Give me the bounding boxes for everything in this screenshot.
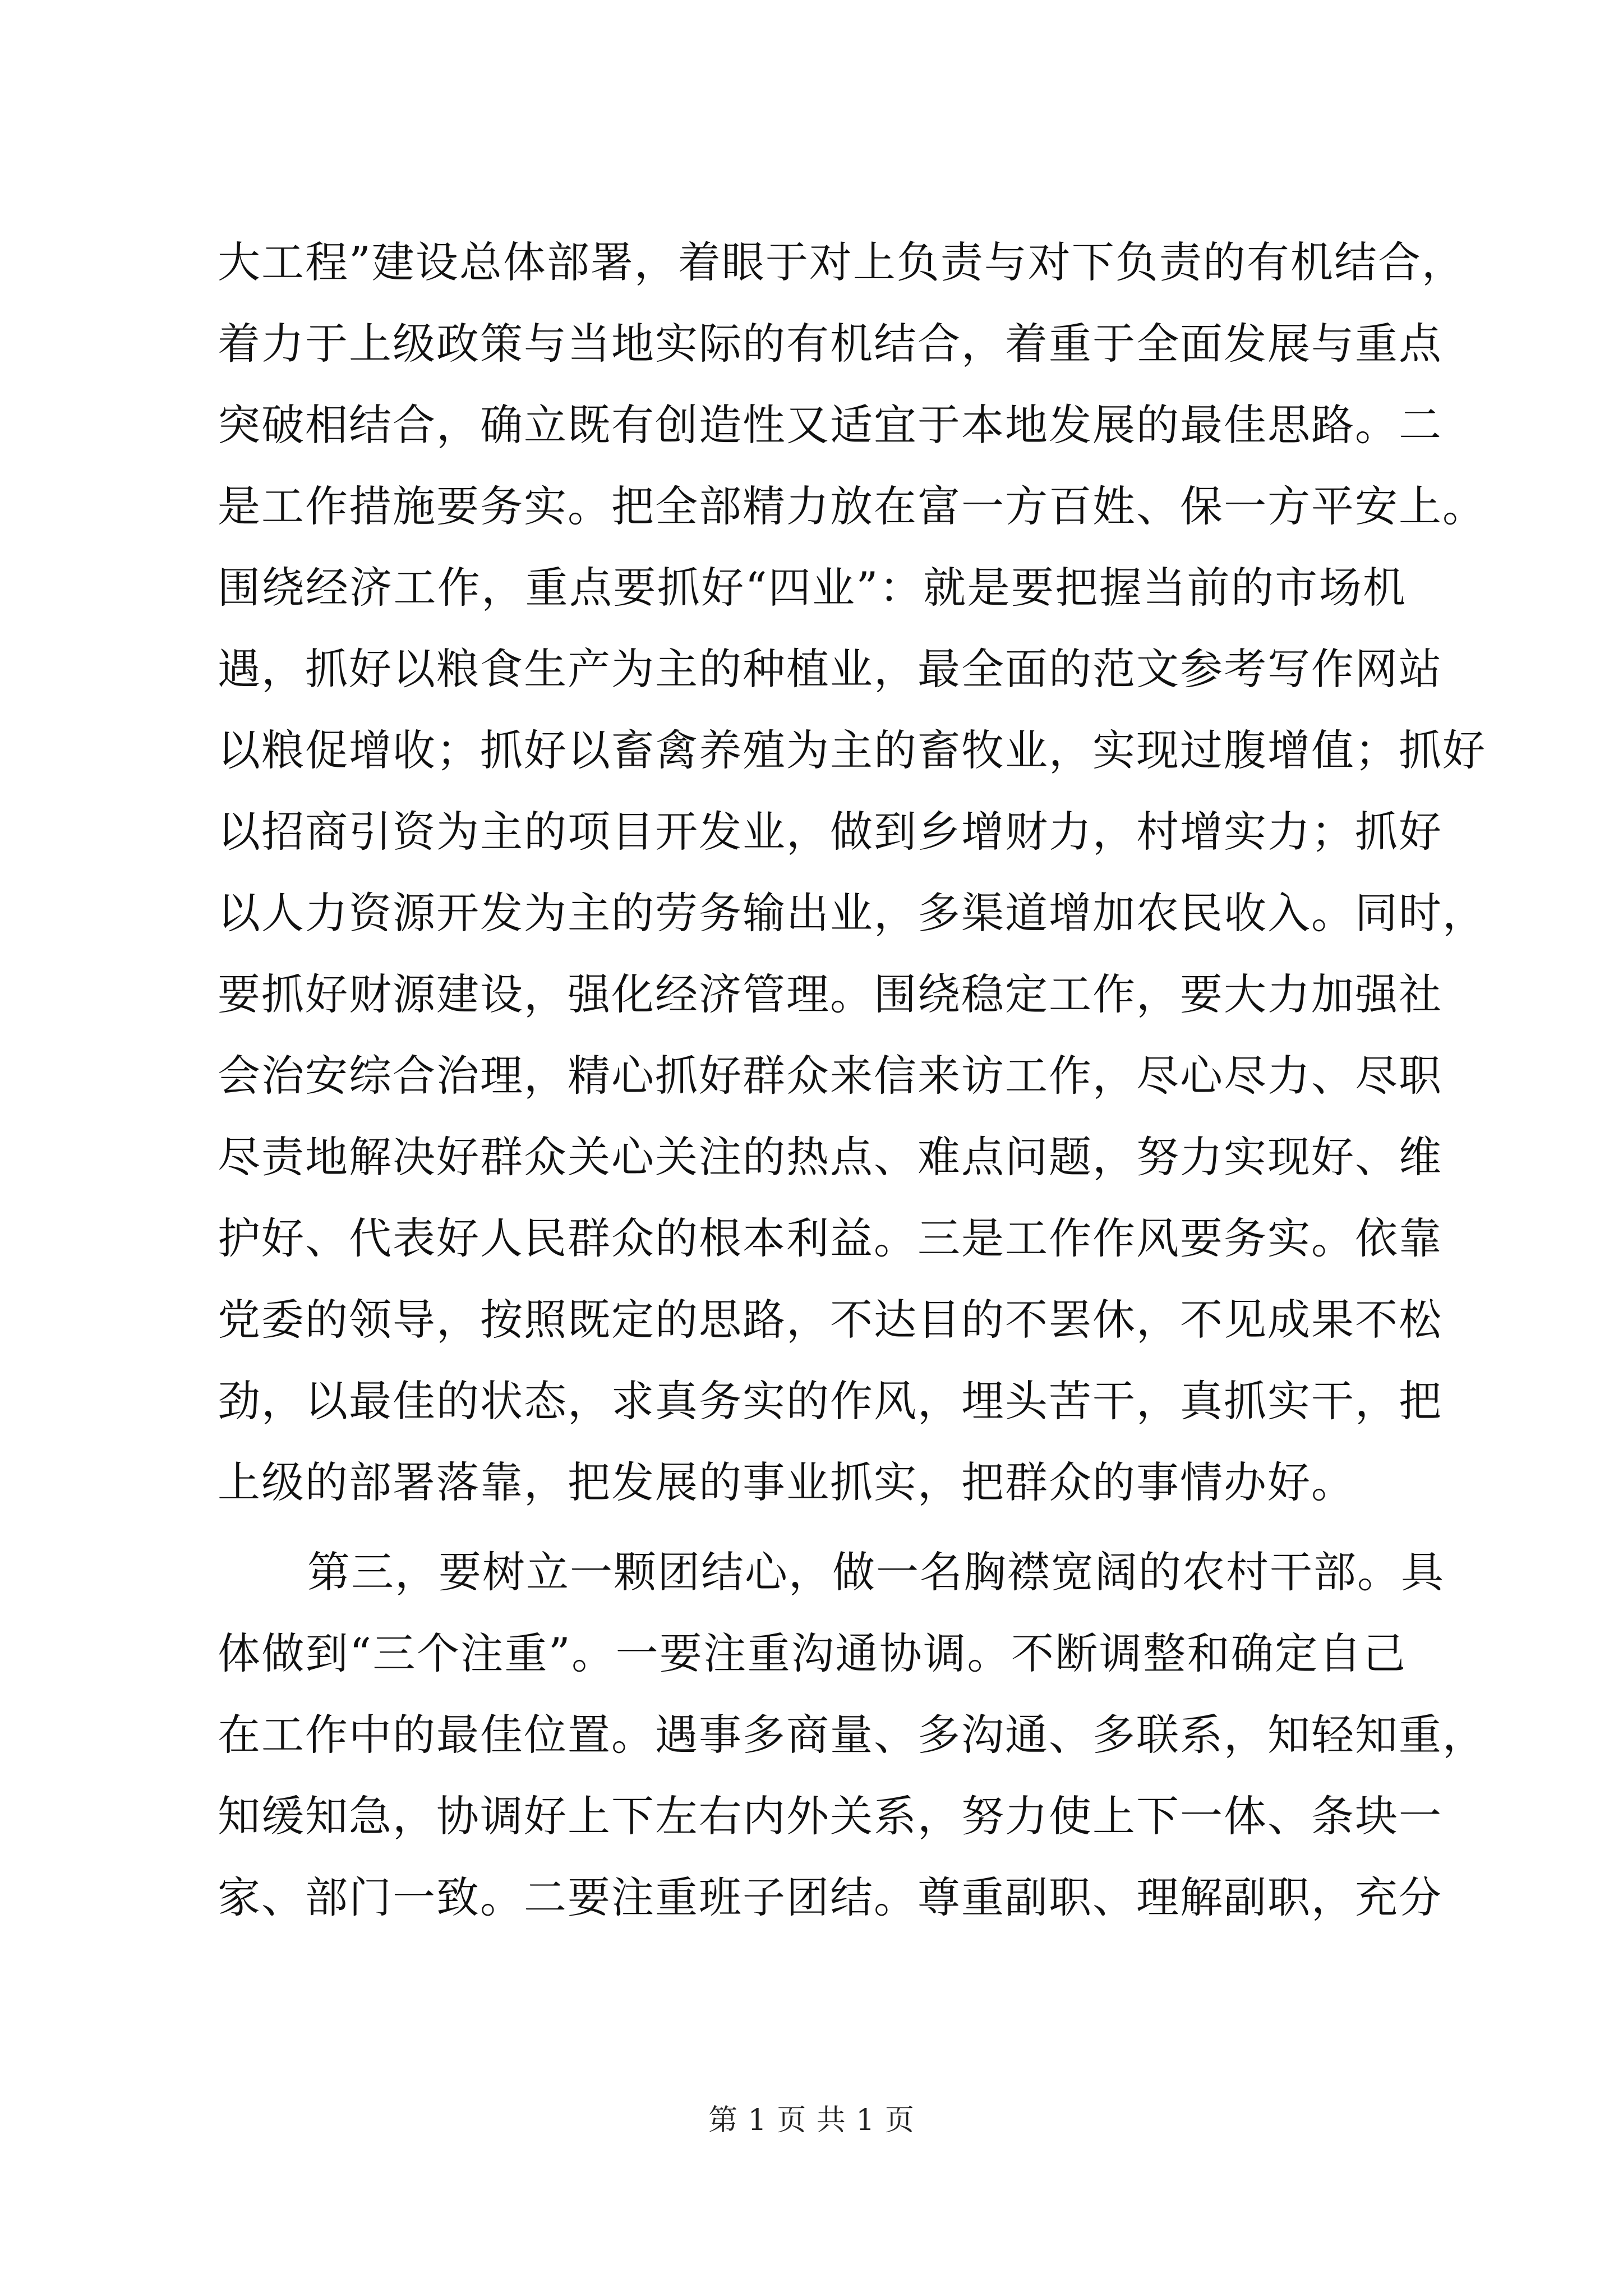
text-line: 着力于上级政策与当地实际的有机结合，着重于全面发展与重点: [218, 319, 1442, 369]
paragraph-spacer: [218, 1523, 1407, 1531]
text-line: 劲，以最佳的状态，求真务实的作风，埋头苦干，真抓实干，把: [218, 1376, 1442, 1426]
text-line: 遇，抓好以粮食生产为主的种植业，最全面的范文参考写作网站: [218, 644, 1442, 694]
text-line: 要抓好财源建设，强化经济管理。围绕稳定工作，要大力加强社: [218, 969, 1442, 1019]
text-line: 突破相结合，确立既有创造性又适宜于本地发展的最佳思路。二: [218, 400, 1442, 450]
text-line: 是工作措施要务实。把全部精力放在富一方百姓、保一方平安上。: [218, 481, 1486, 531]
paragraph-1: [218, 222, 1486, 1523]
text-line: 以人力资源开发为主的劳务输出业，多渠道增加农民收入。同时，: [218, 888, 1486, 938]
document-body: [218, 222, 1486, 1938]
page-footer: [0, 2101, 1623, 2140]
text-line: 体做到“三个注重”。一要注重沟通协调。不断调整和确定自己: [218, 1628, 1407, 1678]
text-line: 会治安综合治理，精心抓好群众来信来访工作，尽心尽力、尽职: [218, 1051, 1442, 1101]
text-line: 护好、代表好人民群众的根本利益。三是工作作风要务实。依靠: [218, 1213, 1442, 1263]
paragraph-2: [218, 1531, 1486, 1938]
text-line: 知缓知急，协调好上下左右内外关系，努力使上下一体、条块一: [218, 1791, 1442, 1841]
text-line: 党委的领导，按照既定的思路，不达目的不罢休，不见成果不松: [218, 1295, 1442, 1345]
text-line: 在工作中的最佳位置。遇事多商量、多沟通、多联系，知轻知重，: [218, 1710, 1486, 1760]
text-line: 第三，要树立一颗团结心，做一名胸襟宽阔的农村干部。具: [307, 1547, 1445, 1597]
text-line: 以粮促增收；抓好以畜禽养殖为主的畜牧业，实现过腹增值；抓好: [218, 725, 1486, 775]
text-line: 尽责地解决好群众关心关注的热点、难点问题，努力实现好、维: [218, 1132, 1442, 1182]
page-number-label: 第 1 页 共 1 页: [708, 2104, 915, 2137]
text-line: 家、部门一致。二要注重班子团结。尊重副职、理解副职，充分: [218, 1872, 1442, 1922]
text-line: 上级的部署落靠，把发展的事业抓实，把群众的事情办好。: [218, 1457, 1355, 1507]
text-line: 以招商引资为主的项目开发业，做到乡增财力，村增实力；抓好: [218, 807, 1442, 857]
text-line: 大工程”建设总体部署，着眼于对上负责与对下负责的有机结合，: [218, 237, 1465, 287]
text-line: 围绕经济工作，重点要抓好“四业”：就是要把握当前的市场机: [218, 563, 1407, 613]
